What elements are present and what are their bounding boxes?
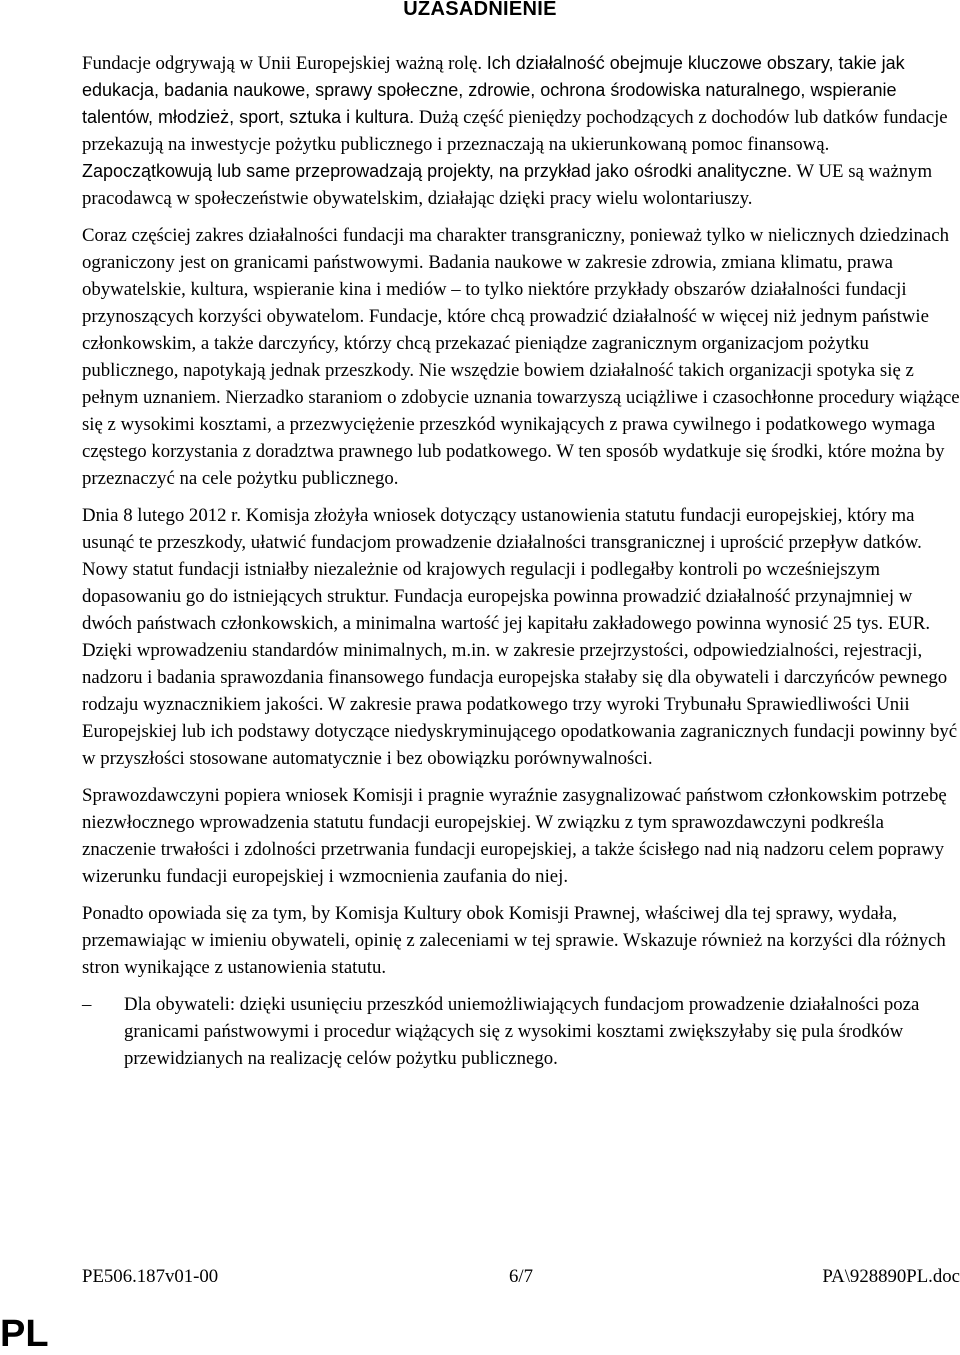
paragraph-run: Coraz częściej zakres działalności fundacji ma charakter transgraniczny, ponieważ tylko w nielicznych dziedzinach ograniczony jest on granicami państwowymi. Badania naukowe w zakresie zdrowia, zmiana klimatu, prawa obywatelskie, kultura, wspieranie kina i mediów – to tylko niektóre przykłady obszarów działalności fundacji przynoszących korzyści obywatelom. Fundacje, które chcą prowadzić działalność w więcej niż jednym państwie członkowskim, a także darczyńcy, którzy chcą przekazać pieniądze zagranicznym organizacjom pożytku publicznego, napotykają jednak przeszkody. Nie wszędzie bowiem działalność takich organizacji spotyka się z pełnym uznaniem. Nierzadko staraniom o zdobycie uznania towarzyszą uciążliwe i czasochłonne procedury wiążące się z wysokimi kosztami, a przezwyciężenie przeszkód wynikających z prawa cywilnego i podatkowego wymaga częstego korzystania z doradztwa prawnego lub podatkowego. W ten sposób wydatkuje się środki, które można by przeznaczyć na cele pożytku publicznego.	[82, 225, 960, 489]
paragraph-run: Ponadto opowiada się za tym, by Komisja Kultury obok Komisji Prawnej, właściwej dla tej sprawy, wydała, przemawiając w imieniu obywateli, opinię z zaleceniami w tej sprawie. Wskazuje również na korzyści dla różnych stron wynikające z ustanowienia statutu.	[82, 903, 946, 978]
document-reference: PE506.187v01-00	[82, 1266, 219, 1287]
paragraph-commission-proposal	[82, 502, 960, 772]
paragraph-run: Sprawozdawczyni popiera wniosek Komisji i pragnie wyraźnie zasygnalizować państwom członkowskim potrzebę niezwłocznego wprowadzenia statutu fundacji europejskiej. W związku z tym sprawozdawczyni podkreśla znaczenie trwałości i zdolności przetrwania fundacji europejskiej, a także ścisłego nad nią nadzoru celem poprawy wizerunku fundacji europejskiej i wzmocnienia zaufania do niej.	[82, 785, 947, 887]
paragraph-cross-border	[82, 222, 960, 492]
paragraph-run: Dnia 8 lutego 2012 r. Komisja złożyła wniosek dotyczący ustanowienia statutu fundacji europejskiej, który ma usunąć te przeszkody, ułatwić fundacjom prowadzenie działalności transgranicznej i uprościć przepływ datków. Nowy statut fundacji istniałby niezależnie od krajowych regulacji i podlegałby kontroli po wcześniejszym dopasowaniu go do istniejących struktur. Fundacja europejska powinna prowadzić działalność przynajmniej w dwóch państwach członkowskich, a minimalna wartość jej kapitału zakładowego powinna wynosić 25 tys. EUR. Dzięki wprowadzeniu standardów minimalnych, m.in. w zakresie przejrzystości, odpowiedzialności, rejestracji, nadzoru i badania sprawozdania finansowego fundacja europejska stałaby się dla obywateli i darczyńców pewnego rodzaju wyznacznikiem jakości. W zakresie prawa podatkowego trzy wyroki Trybunału Sprawiedliwości Unii Europejskiej lub ich podstawy dotyczące niedyskryminującego opodatkowania zagranicznych fundacji powinny być w przyszłości stosowane automatycznie i bez obowiązku porównywalności.	[82, 505, 958, 769]
paragraph-intro	[82, 50, 960, 212]
bullet-item	[82, 991, 960, 1072]
paragraph-run: Fundacje odgrywają w Unii Europejskiej ważną rolę.	[82, 53, 487, 74]
paragraph-opinion	[82, 900, 960, 981]
document-body	[82, 50, 960, 1072]
paragraph-rapporteur-support	[82, 782, 960, 890]
page-number: 6/7	[509, 1266, 533, 1287]
document-heading: UZASADNIENIE	[403, 0, 557, 20]
paragraph-run: Zapoczątkowują lub same przeprowadzają projekty, na przykład jako ośrodki analityczne.	[82, 161, 793, 181]
paragraph-run: Dużą część pieniędzy pochodzących z dochodów lub datków fundacje przekazują na inwestycje pożytku publicznego i przeznaczają na ukierunkowaną pomoc finansową.	[82, 107, 948, 155]
paragraph-run: W UE są ważnym pracodawcą w społeczeństwie obywatelskim, działając dzięki pracy wielu wolontariuszy.	[82, 161, 933, 209]
bullet-dash: –	[82, 994, 92, 1015]
paragraph-run: Ich działalność obejmuje kluczowe obszary, takie jak edukacja, badania naukowe, sprawy społeczne, zdrowie, ochrona środowiska naturalnego, wspieranie talentów, młodzież, sport, sztuka i kultura.	[82, 53, 905, 127]
file-name: PA\928890PL.doc	[822, 1266, 960, 1287]
page-footer	[82, 1265, 960, 1289]
bullet-text: Dla obywateli: dzięki usunięciu przeszkód uniemożliwiających fundacjom prowadzenie działalności poza granicami państwowymi i procedur wiążących się z wysokimi kosztami zwiększyłaby się pula środków przewidzianych na realizację celów pożytku publicznego.	[124, 994, 920, 1069]
language-code: PL	[0, 1313, 49, 1355]
